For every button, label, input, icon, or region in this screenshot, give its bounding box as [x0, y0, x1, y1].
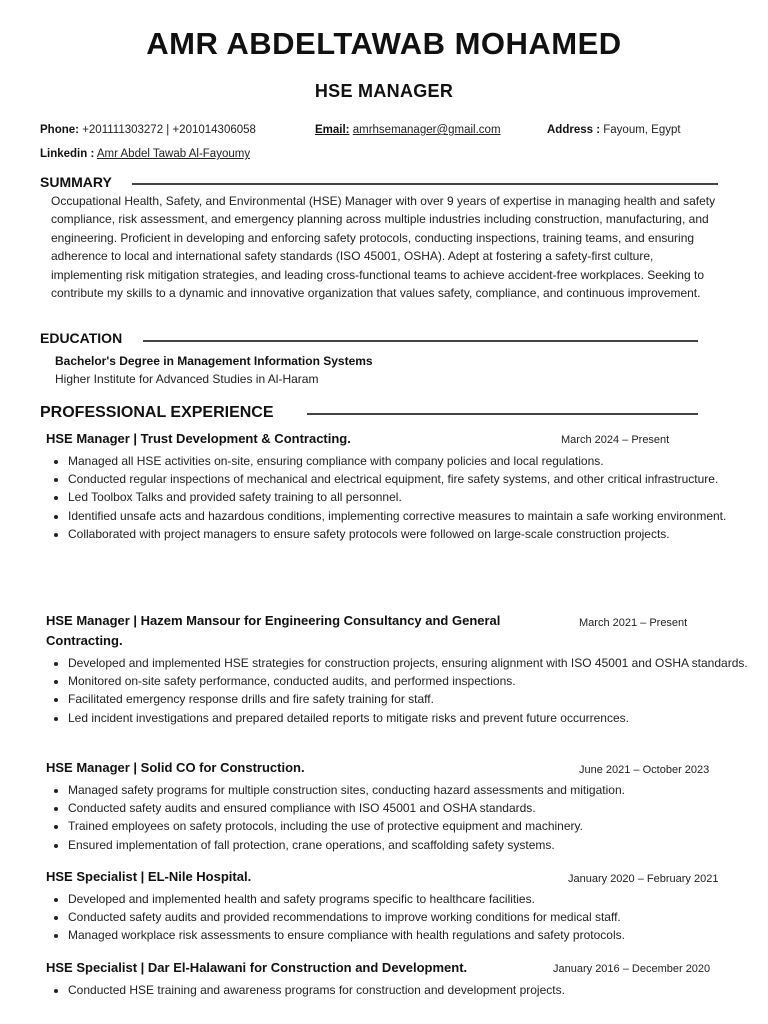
- candidate-name: AMR ABDELTAWAB MOHAMED: [146, 26, 622, 61]
- job-date: June 2021 – October 2023: [579, 764, 710, 776]
- linkedin-row: [40, 148, 250, 160]
- list-item: • Developed and implemented HSE strategies for construction projects, ensuring alignment with ISO 45001 and OSHA standards.: [68, 654, 758, 672]
- list-item: • Managed safety programs for multiple construction sites, conducting hazard assessments and mitigation.: [68, 781, 758, 799]
- job-bullets: [46, 890, 758, 945]
- education-degree: Bachelor's Degree in Management Information Systems: [55, 354, 373, 368]
- list-item: • Conducted regular inspections of mechanical and electrical equipment, fire safety systems, and other critical infrastructure.: [68, 470, 758, 488]
- list-item: • Identified unsafe acts and hazardous conditions, implementing corrective measures to maintain a safe working environment.: [68, 507, 758, 525]
- job-bullets: [46, 781, 758, 854]
- list-item: • Monitored on-site safety performance, conducted audits, and performed inspections.: [68, 672, 758, 690]
- job-bullets: [46, 452, 758, 543]
- email-row: [315, 124, 501, 136]
- linkedin-label: Linkedin :: [40, 148, 95, 160]
- linkedin-link[interactable]: Amr Abdel Tawab Al-Fayoumy: [96, 148, 251, 160]
- job-date: March 2024 – Present: [561, 434, 670, 446]
- email-label: Email:: [315, 124, 350, 136]
- list-item: • Managed all HSE activities on-site, ensuring compliance with company policies and local regulations.: [68, 452, 758, 470]
- summary-divider: [132, 183, 718, 185]
- job-date: March 2021 – Present: [579, 617, 688, 629]
- email-link[interactable]: amrhsemanager@gmail.com: [352, 124, 501, 136]
- list-item: • Trained employees on safety protocols, including the use of protective equipment and machinery.: [68, 817, 758, 835]
- job-bullets: [46, 981, 758, 999]
- phone-label: Phone:: [40, 124, 79, 136]
- list-item: • Led Toolbox Talks and provided safety training to all personnel.: [68, 488, 758, 506]
- job-title: HSE Specialist | Dar El-Halawani for Construction and Development.: [46, 960, 468, 975]
- education-heading: EDUCATION: [40, 330, 123, 346]
- job-bullets: [46, 654, 758, 727]
- address-row: [547, 124, 681, 136]
- list-item: • Facilitated emergency response drills and fire safety training for staff.: [68, 690, 758, 708]
- address-label: Address :: [547, 124, 601, 136]
- list-item: • Ensured implementation of fall protection, crane operations, and scaffolding safety systems.: [68, 836, 758, 854]
- list-item: • Conducted HSE training and awareness programs for construction and development projects.: [68, 981, 758, 999]
- list-item: • Managed workplace risk assessments to ensure compliance with health regulations and safety protocols.: [68, 926, 758, 944]
- phone-row: [40, 124, 256, 136]
- summary-heading: SUMMARY: [40, 174, 112, 190]
- job-date: January 2016 – December 2020: [553, 963, 711, 975]
- job-date: January 2020 – February 2021: [568, 873, 719, 885]
- job-title: HSE Specialist | EL-Nile Hospital.: [46, 869, 252, 884]
- address-value: Fayoum, Egypt: [603, 124, 681, 136]
- summary-text: Occupational Health, Safety, and Environmental (HSE) Manager with over 9 years of expertise in managing health and safety compliance, risk assessment, and emergency planning across multiple industries including construction, manufacturing, and engineering. Proficient in developing and enforcing safety protocols, conducting inspections, training teams, and ensuring adherence to local and international safety standards (ISO 45001, OSHA). Adept at fostering a safety-first culture, implementing risk mitigation strategies, and leading cross-functional teams to achieve accident-free workplaces. Seeking to contribute my skills to a dynamic and innovative organization that values safety, compliance, and continuous improvement.: [51, 194, 716, 301]
- list-item: • Led incident investigations and prepared detailed reports to mitigate risks and prevent future occurrences.: [68, 709, 758, 727]
- job-title: HSE Manager | Hazem Mansour for Engineering Consultancy and General Contracting.: [46, 613, 501, 648]
- list-item: • Conducted safety audits and provided recommendations to improve working conditions for medical staff.: [68, 908, 758, 926]
- experience-divider: [307, 413, 698, 415]
- education-school: Higher Institute for Advanced Studies in Al-Haram: [55, 372, 319, 386]
- list-item: • Collaborated with project managers to ensure safety protocols were followed on large-scale construction projects.: [68, 525, 758, 543]
- candidate-role: HSE MANAGER: [314, 81, 454, 101]
- job-title: HSE Manager | Solid CO for Construction.: [46, 760, 305, 775]
- education-divider: [143, 340, 698, 342]
- job-title: HSE Manager | Trust Development & Contracting.: [46, 431, 351, 446]
- experience-heading: PROFESSIONAL EXPERIENCE: [40, 404, 274, 421]
- phone-value: +201111303272 | +201014306058: [82, 124, 256, 136]
- list-item: • Conducted safety audits and ensured compliance with ISO 45001 and OSHA standards.: [68, 799, 758, 817]
- list-item: • Developed and implemented health and safety programs specific to healthcare facilities.: [68, 890, 758, 908]
